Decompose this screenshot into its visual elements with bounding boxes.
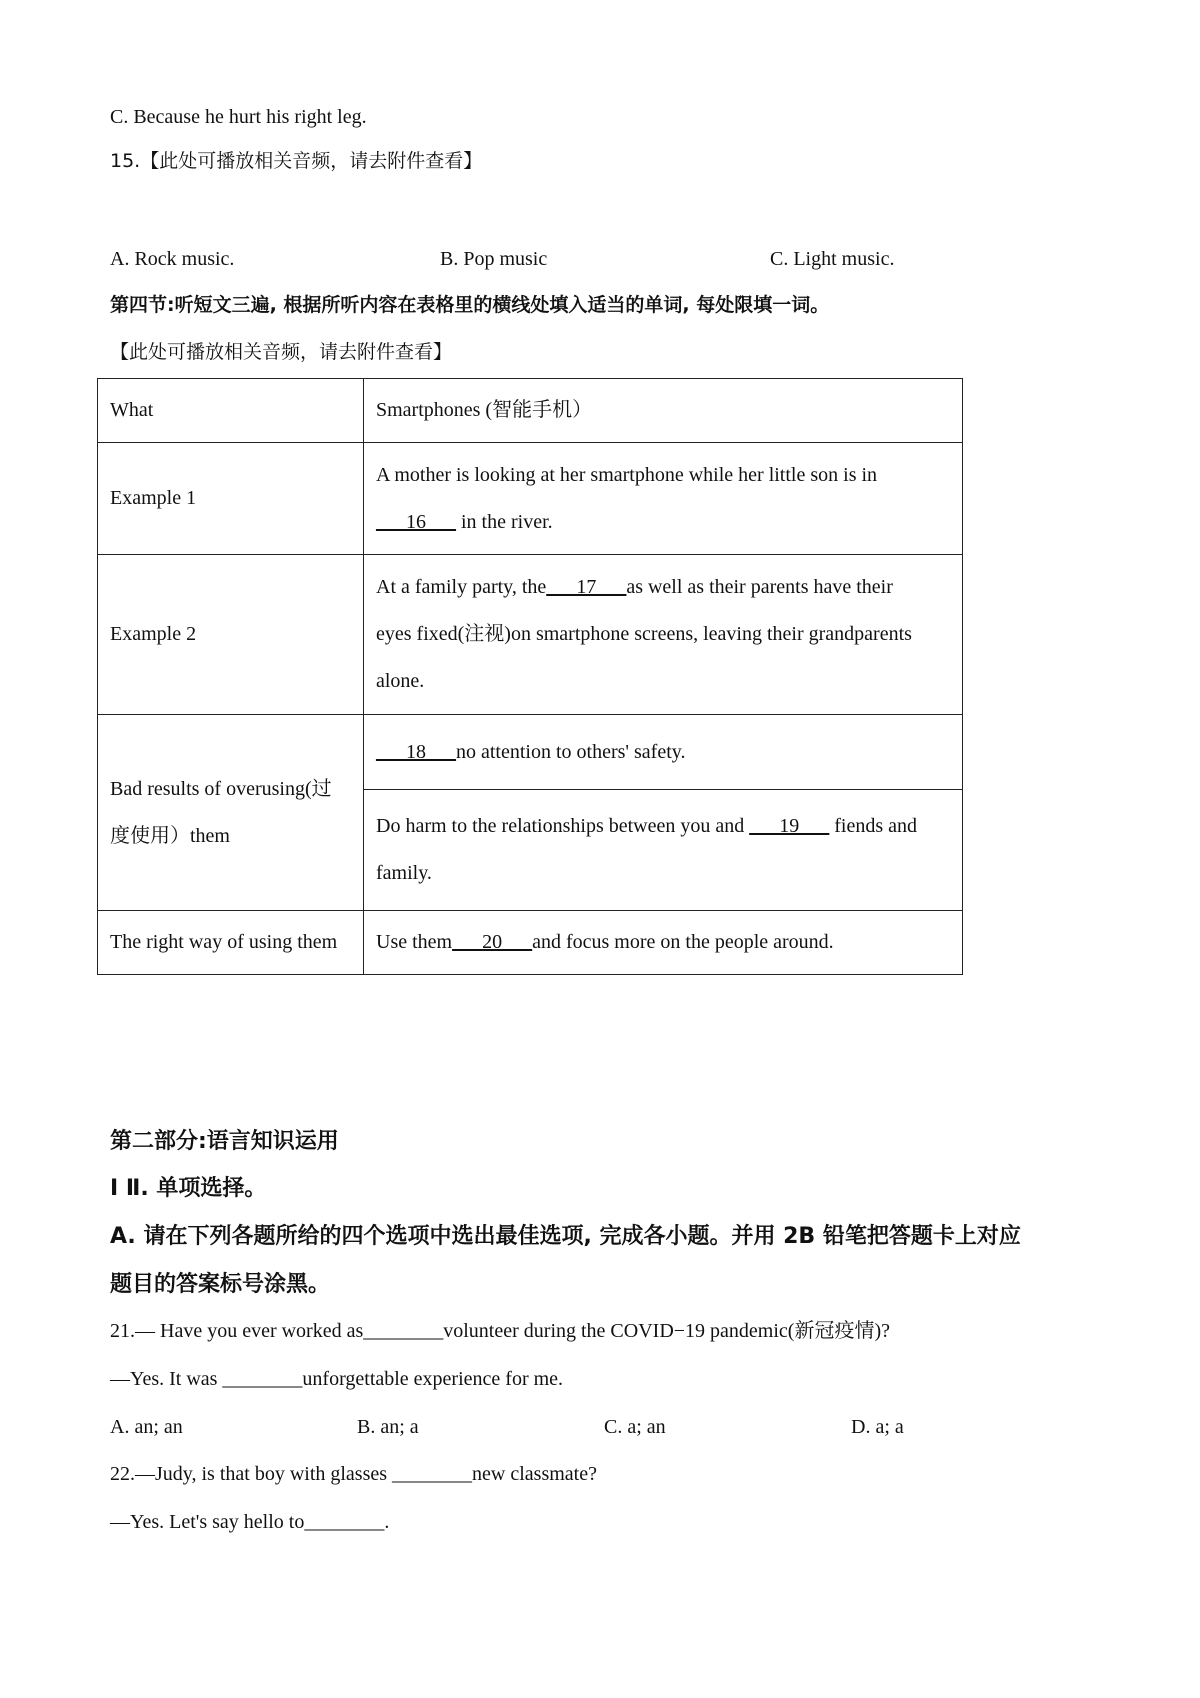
blank-19[interactable]: ___19___ [749,815,830,837]
table-content-right-way: Use them___20___and focus more on the people around. [364,911,963,975]
table-row [98,715,963,790]
q21-option-d: D. a; a [851,1416,904,1438]
part2-title: 第二部分:语言知识运用 [110,1129,339,1154]
table-label-example1: Example 1 [98,443,364,555]
q21-option-c: C. a; an [604,1416,666,1438]
blank-16[interactable]: ___16___ [376,510,456,533]
q15-option-a: A. Rock music. [110,248,235,270]
blank-17[interactable]: ___17___ [546,576,627,598]
part2-instruction-line1: A. 请在下列各题所给的四个选项中选出最佳选项, 完成各小题。并用 2B 铅笔把答题卡上对应 [110,1224,1021,1249]
table-content-bad-result-a: ___18___no attention to others' safety. [364,715,963,790]
q15-prompt: 15.【此处可播放相关音频，请去附件查看】 [110,150,483,172]
q21-response: —Yes. It was ________unforgettable experience for me. [110,1368,564,1390]
q14-option-c: C. Because he hurt his right leg. [110,106,367,128]
section4-audio: 【此处可播放相关音频，请去附件查看】 [110,341,453,363]
table-label-right-way: The right way of using them [98,911,364,975]
q22-question: 22.—Judy, is that boy with glasses ________new classmate? [110,1463,597,1485]
fill-in-table [97,378,963,975]
table-content-what: Smartphones (智能手机） [364,379,963,443]
blank-20[interactable]: ___20___ [452,931,533,953]
table-content-example2: At a family party, the___17___as well as their parents have their eyes fixed(注视)on smartphone screens, leaving their grandparents alone. [364,555,963,715]
table-row [98,443,963,555]
table-label-what: What [98,379,364,443]
table-label-example2: Example 2 [98,555,364,715]
section4-title: 第四节:听短文三遍, 根据所听内容在表格里的横线处填入适当的单词, 每处限填一词。 [110,294,830,316]
q21-option-b: B. an; a [357,1416,419,1438]
blank-18[interactable]: ___18___ [376,740,456,763]
table-row [98,911,963,975]
table-row [98,379,963,443]
table-row [98,555,963,715]
table-content-example1: A mother is looking at her smartphone while her little son is in ___16___ in the river. [364,443,963,555]
q15-option-c: C. Light music. [770,248,895,270]
part2-subtitle: I Ⅱ. 单项选择。 [110,1176,267,1201]
q15-option-b: B. Pop music [440,248,548,270]
table-label-bad-results: Bad results of overusing(过 度使用）them [98,715,364,911]
q21-option-a: A. an; an [110,1416,183,1438]
q22-response: —Yes. Let's say hello to________. [110,1511,390,1533]
table-content-bad-result-b: Do harm to the relationships between you and ___19___ fiends and family. [364,790,963,911]
q21-question: 21.— Have you ever worked as________volunteer during the COVID−19 pandemic(新冠疫情)? [110,1320,890,1342]
part2-instruction-line2: 题目的答案标号涂黑。 [110,1272,331,1297]
